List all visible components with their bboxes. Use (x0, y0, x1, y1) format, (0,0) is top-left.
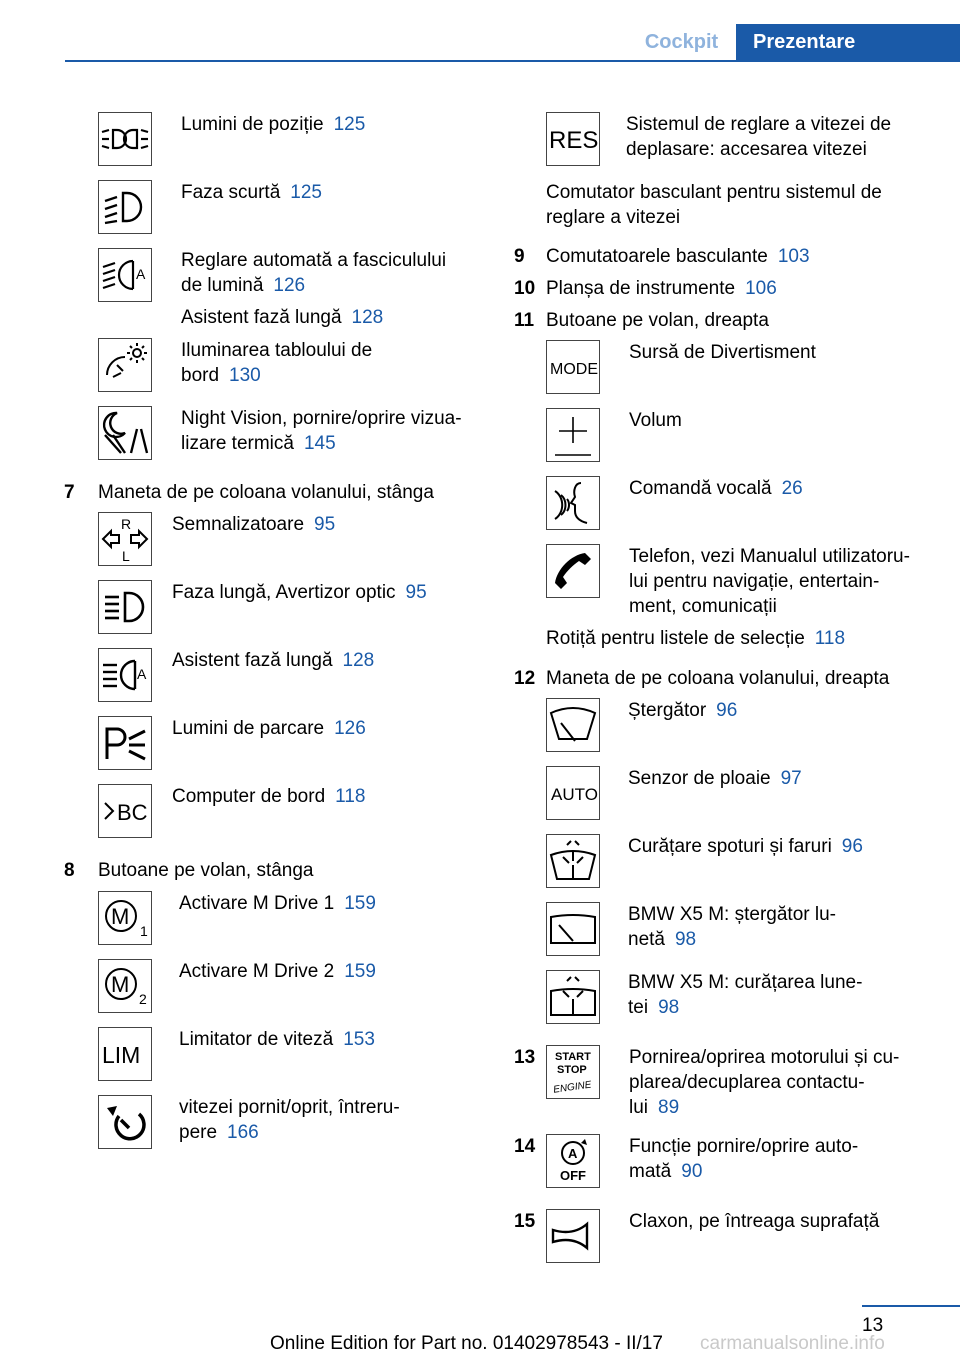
page-header (0, 24, 960, 62)
tab-cockpit[interactable]: Cockpit (644, 31, 719, 53)
page-link[interactable]: 103 (777, 246, 810, 267)
item-rocker-switch (546, 180, 882, 230)
item-onboard-computer (172, 784, 365, 809)
page-link[interactable]: 145 (303, 433, 336, 454)
res-label: RES (549, 127, 599, 154)
item-label: Computer de bord (172, 786, 326, 807)
a-label: A (568, 1146, 578, 1161)
section-number: 10 (514, 278, 536, 299)
page-link[interactable]: 118 (814, 628, 846, 649)
item-dashboard-lighting (181, 338, 372, 388)
item-label: Semnalizatoare (172, 514, 305, 535)
item-high-beam-assist (172, 648, 374, 673)
item-label-cont: plarea/decuplarea contactu- (629, 1072, 865, 1093)
item-high-beam (172, 580, 427, 605)
horn-icon (546, 1209, 600, 1263)
bc-label: BC (117, 800, 148, 825)
page-link[interactable]: 128 (342, 650, 375, 671)
item-label: Comutator basculant pentru sistemul de (546, 182, 882, 203)
item-label: Faza scurtă (181, 182, 281, 203)
item-rear-washer (628, 970, 862, 1020)
item-label: BMW X5 M: ștergător lu- (628, 904, 836, 925)
item-rain-sensor (628, 766, 802, 791)
item-label-cont: lizare termică (181, 433, 294, 454)
section-number: 8 (64, 860, 75, 881)
item-label-cont: mată (629, 1161, 672, 1182)
page-link[interactable]: 26 (781, 478, 803, 499)
item-label: vitezei pornit/oprit, întreru- (179, 1097, 400, 1118)
rear-wiper-icon (546, 902, 600, 956)
item-label-cont: tei (628, 997, 649, 1018)
section-number: 12 (514, 668, 536, 689)
tab-prezentare[interactable]: Prezentare (736, 24, 960, 61)
mode-label: MODE (550, 361, 598, 378)
engine-label: ENGINE (552, 1079, 593, 1096)
m1-sub-label: 1 (140, 923, 148, 939)
m-label: M (111, 904, 130, 929)
page-link[interactable]: 125 (333, 114, 366, 135)
m-drive-2-icon (98, 959, 152, 1013)
item-cruise-control (179, 1095, 400, 1145)
page-link[interactable]: 126 (273, 275, 306, 296)
item-label-cont: lui (629, 1097, 649, 1118)
item-horn (629, 1209, 879, 1234)
item-label-cont: deplasare: accesarea vitezei (626, 139, 867, 160)
item-label: Comutatoarele basculante (546, 246, 768, 267)
page-link[interactable]: 96 (716, 700, 738, 721)
item-res (626, 112, 891, 162)
item-auto-beam (181, 248, 446, 298)
section-number: 15 (514, 1211, 536, 1232)
item-label: Claxon, pe întreaga suprafață (629, 1211, 880, 1232)
item-label: Sursă de Divertisment (629, 342, 816, 363)
item-label: Activare M Drive 1 (179, 893, 335, 914)
auto-beam-icon (98, 248, 152, 302)
page-link[interactable]: 106 (745, 278, 777, 299)
start-stop-icon (546, 1045, 600, 1099)
page-link[interactable]: 98 (658, 997, 680, 1018)
item-phone (629, 544, 910, 619)
item-label: Reglare automată a fasciculului (181, 250, 447, 271)
stop-label: STOP (557, 1064, 587, 1076)
item-label: Senzor de ploaie (628, 768, 771, 789)
item-label: Planșa de instrumente (546, 278, 736, 299)
page-link[interactable]: 89 (658, 1097, 680, 1118)
signal-l-label: L (122, 548, 130, 564)
low-beam-icon (98, 180, 152, 234)
item-parking-lights (172, 716, 366, 741)
item-rear-wiper (628, 902, 836, 952)
page-link[interactable]: 159 (344, 961, 376, 982)
item-high-beam-assist-a (181, 305, 383, 330)
page-link[interactable]: 159 (344, 893, 376, 914)
section-title: Maneta de pe coloana volanului, dreapta (546, 668, 890, 689)
auto-label: AUTO (551, 785, 598, 804)
item-label: Faza lungă, Avertizor optic (172, 582, 396, 603)
voice-command-icon (546, 476, 600, 530)
page-link[interactable]: 90 (681, 1161, 703, 1182)
item-label: Rotiță pentru listele de selecție (546, 628, 805, 649)
phone-icon (546, 544, 600, 598)
onboard-computer-icon (98, 784, 152, 838)
footer-edition: Online Edition for Part no. 01402978543 - II/17 (270, 1333, 663, 1354)
item-label-cont: pere (179, 1122, 218, 1143)
off-label: OFF (560, 1168, 586, 1183)
item-label: Sistemul de reglare a vitezei de (626, 114, 892, 135)
page-link[interactable]: 98 (674, 929, 697, 950)
page-link[interactable]: 118 (335, 786, 366, 807)
item-label-cont: bord (181, 365, 220, 386)
item-label: BMW X5 M: curățarea lune- (628, 972, 863, 993)
auto-start-stop-icon (546, 1134, 600, 1188)
item-volume (629, 408, 682, 433)
page-link[interactable]: 126 (334, 718, 366, 739)
dashboard-lighting-icon (98, 338, 152, 392)
item-label: Volum (629, 410, 682, 431)
item-voice-command (629, 476, 803, 501)
item-label-cont: de lumină (181, 275, 264, 296)
item-label: Night Vision, pornire/oprire vizua- (181, 408, 462, 429)
signal-r-label: R (121, 516, 132, 532)
section-title: Butoane pe volan, dreapta (546, 310, 769, 331)
lim-label: LIM (102, 1042, 141, 1068)
page-number: 13 (862, 1315, 884, 1336)
mode-icon (546, 340, 600, 394)
watermark: carmanualsonline.info (700, 1333, 885, 1354)
item-label: Asistent fază lungă (172, 650, 333, 671)
item-wiper (628, 698, 737, 723)
item-label: Funcție pornire/oprire auto- (629, 1136, 859, 1157)
item-m-drive-2 (179, 959, 376, 984)
page-link[interactable]: 125 (290, 182, 322, 203)
item-label-cont: netă (628, 929, 665, 950)
night-vision-icon (98, 406, 152, 460)
position-lights-icon (98, 112, 152, 166)
cruise-control-icon (98, 1095, 152, 1149)
page-link[interactable]: 97 (780, 768, 802, 789)
item-position-lights (181, 112, 365, 137)
m2-sub-label: 2 (139, 991, 147, 1007)
item-start-stop (629, 1045, 899, 1120)
item-label-cont: ment, comunicații (629, 596, 777, 617)
item-selection-wheel (546, 626, 845, 651)
item-speed-limiter (179, 1027, 375, 1052)
item-label-cont: reglare a vitezei (546, 207, 681, 228)
item-label: Lumini de poziție (181, 114, 324, 135)
item-turn-signal (172, 512, 335, 537)
section-number: 13 (514, 1047, 536, 1068)
section-number: 9 (514, 246, 525, 267)
item-label: Curățare spoturi și faruri (628, 836, 832, 857)
page-link[interactable]: 95 (405, 582, 427, 603)
item-entertainment-source (629, 340, 816, 365)
res-icon (546, 112, 600, 166)
item-label: Comandă vocală (629, 478, 772, 499)
section-title: Maneta de pe coloana volanului, stânga (98, 482, 434, 503)
item-label: Limitator de viteză (179, 1029, 334, 1050)
item-label: Lumini de parcare (172, 718, 325, 739)
speed-limiter-icon (98, 1027, 152, 1081)
item-label: Pornirea/oprirea motorului și cu- (629, 1047, 900, 1068)
item-night-vision (181, 406, 462, 456)
m-drive-1-icon (98, 891, 152, 945)
item-label: Activare M Drive 2 (179, 961, 335, 982)
item-instrument-panel (546, 276, 777, 301)
washer-icon (546, 834, 600, 888)
item-washer (628, 834, 863, 859)
start-label: START (555, 1051, 591, 1063)
page-link[interactable]: 153 (343, 1029, 375, 1050)
item-rocker-switches (546, 244, 810, 269)
page-link[interactable]: 130 (229, 365, 261, 386)
item-label: Telefon, vezi Manualul utilizatoru- (629, 546, 910, 567)
item-label: Iluminarea tabloului de (181, 340, 373, 361)
rear-washer-icon (546, 970, 600, 1024)
footer-rule (862, 1305, 960, 1307)
wiper-icon (546, 698, 600, 752)
beam-a-label: A (137, 666, 147, 682)
item-m-drive-1 (179, 891, 376, 916)
header-rule (65, 60, 960, 62)
page-link[interactable]: 128 (351, 307, 384, 328)
beam-a-label: A (136, 266, 146, 282)
section-number: 11 (514, 310, 535, 331)
page-link[interactable]: 96 (841, 836, 863, 857)
turn-signal-icon (98, 512, 152, 566)
section-number: 7 (64, 482, 75, 503)
item-low-beam (181, 180, 322, 205)
item-auto-start-stop (629, 1134, 858, 1184)
section-title: Butoane pe volan, stânga (98, 860, 314, 881)
section-number: 14 (514, 1136, 536, 1157)
page-link[interactable]: 95 (314, 514, 336, 535)
item-label: Ștergător (628, 700, 707, 721)
rain-sensor-icon (546, 766, 600, 820)
high-beam-icon (98, 580, 152, 634)
high-beam-assist-icon (98, 648, 152, 702)
page-link[interactable]: 166 (227, 1122, 259, 1143)
volume-icon (546, 408, 600, 462)
parking-lights-icon (98, 716, 152, 770)
m-label: M (111, 972, 130, 997)
item-label: Asistent fază lungă (181, 307, 342, 328)
item-label-cont: lui pentru navigație, entertain- (629, 571, 880, 592)
